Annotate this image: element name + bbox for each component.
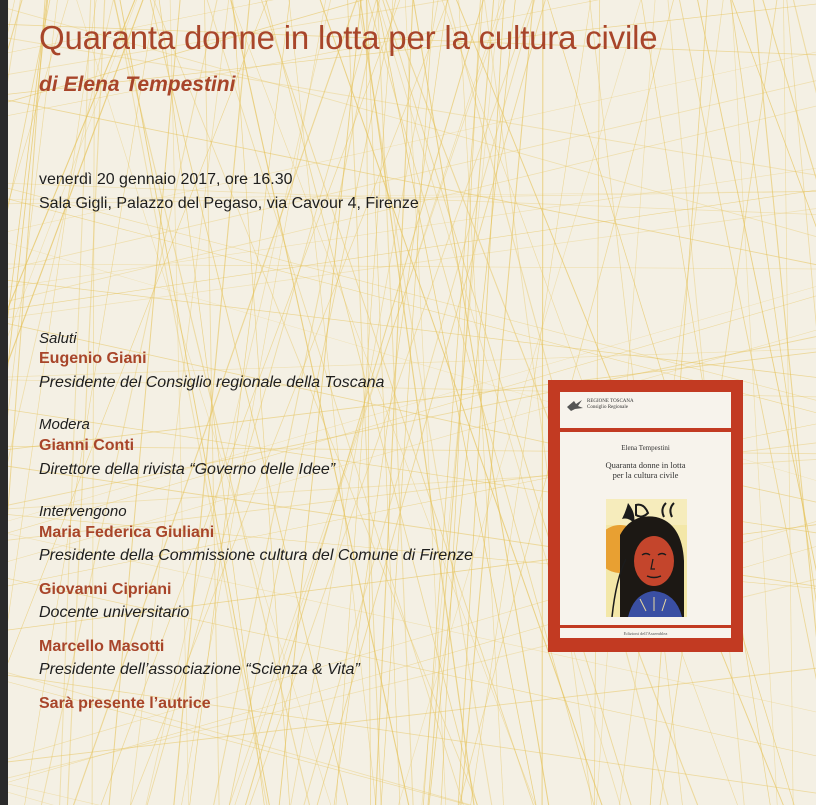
intervengono-label: Intervengono	[39, 503, 127, 520]
regione-toscana-logo-icon	[566, 398, 584, 412]
invitation-page	[8, 0, 816, 805]
modera-description: Direttore della rivista “Governo delle Idee”	[39, 461, 336, 478]
book-cover-inner	[560, 392, 731, 638]
saluti-description: Presidente del Consiglio regionale della Toscana	[39, 374, 385, 391]
speaker-name: Giovanni Cipriani	[39, 581, 172, 598]
speaker-name: Maria Federica Giuliani	[39, 524, 215, 541]
event-author: di Elena Tempestini	[39, 73, 236, 96]
book-author: Elena Tempestini	[621, 444, 670, 452]
closing-note: Sarà presente l’autrice	[39, 695, 211, 712]
event-title: Quaranta donne in lotta per la cultura civile	[39, 19, 658, 56]
book-title	[560, 460, 731, 480]
saluti-name: Eugenio Giani	[39, 350, 147, 367]
speaker-description: Presidente della Commissione cultura del Comune di Firenze	[39, 547, 473, 564]
book-band-bottom	[560, 625, 731, 628]
speaker-name: Marcello Masotti	[39, 638, 165, 655]
modera-name: Gianni Conti	[39, 437, 135, 454]
book-title-line: per la cultura civile	[612, 470, 679, 480]
woman-portrait-illustration	[606, 499, 687, 617]
saluti-label: Saluti	[39, 330, 77, 347]
modera-label: Modera	[39, 416, 90, 433]
book-logo-text: REGIONE TOSCANA Consiglio Regionale	[587, 399, 634, 410]
book-cover	[548, 380, 743, 652]
speaker-description: Docente universitario	[39, 604, 190, 621]
book-publisher: Edizioni dell'Assemblea	[623, 631, 668, 636]
speaker-description: Presidente dell’associazione “Scienza & Vita”	[39, 661, 360, 678]
event-date-time: venerdì 20 gennaio 2017, ore 16.30	[39, 171, 293, 188]
book-title-line: Quaranta donne in lotta	[605, 460, 686, 470]
book-band-top	[560, 428, 731, 432]
event-venue: Sala Gigli, Palazzo del Pegaso, via Cavour 4, Firenze	[39, 195, 419, 212]
